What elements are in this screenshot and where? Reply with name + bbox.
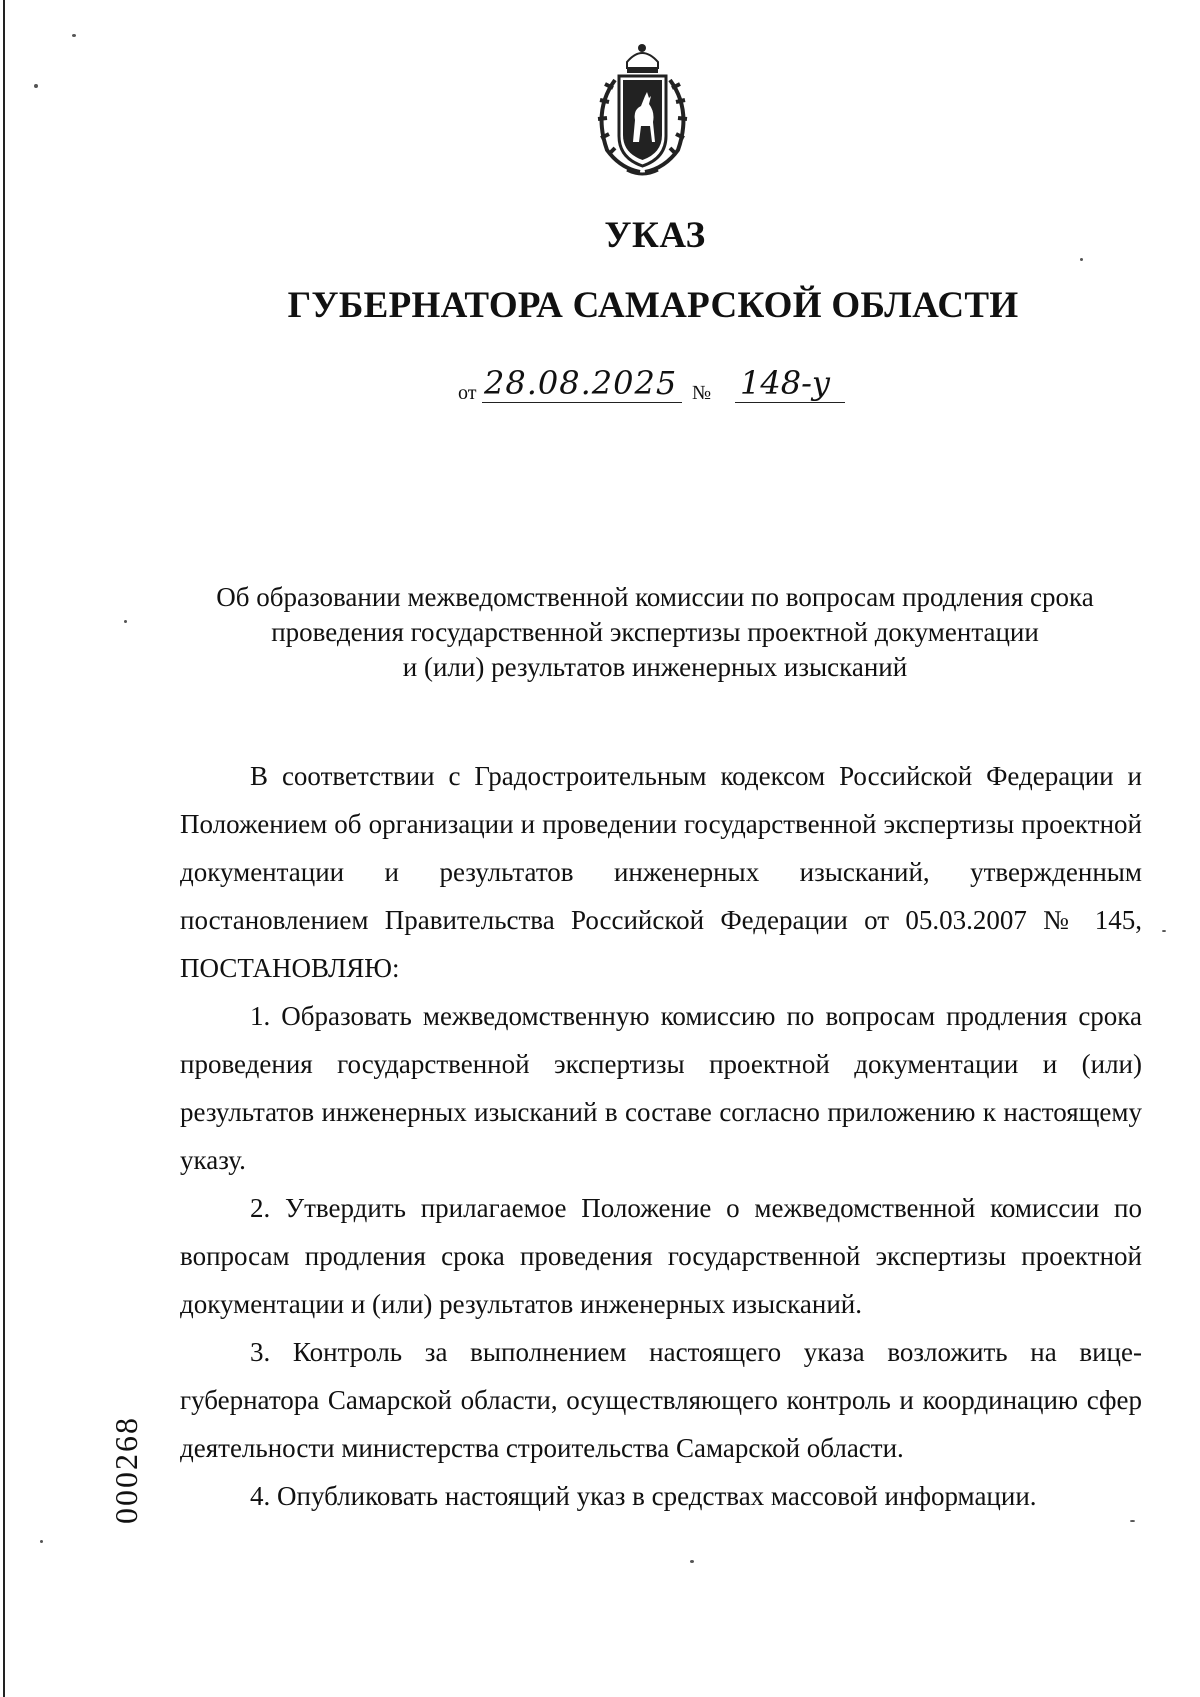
scan-speck [1130,1520,1135,1522]
coat-of-arms-icon [585,40,700,180]
decree-item: 4. Опубликовать настоящий указ в средствах массовой информации. [250,1481,1037,1511]
decree-item: 1. Образовать межведомственную комиссию по вопросам продления срока проведения государственной экспертизы проектной документации и (или) результатов инженерных изысканий в составе согласно приложению к настоящему указу. [180,1001,1142,1175]
document-body [180,752,1142,1520]
handwritten-number: 148-у [740,364,831,402]
scan-speck [1162,930,1166,932]
subject-line: и (или) результатов инженерных изысканий [402,652,908,682]
preamble-paragraph: В соответствии с Градостроительным кодексом Российской Федерации и Положением об организации и проведении государственной экспертизы проектной документации и результатов инженерных изысканий, утвержденным постановлением Правительства Российской Федерации от 05.03.2007 № 145, ПОСТАНОВЛЯЮ: [180,761,1142,983]
subject-line: проведения государственной экспертизы проектной документации [271,617,1039,647]
handwritten-date: 28.08.2025 [484,364,678,402]
document-subject [150,580,1160,685]
date-prefix-label: от [458,382,477,404]
issuing-authority-heading: ГУБЕРНАТОРА САМАРСКОЙ ОБЛАСТИ [287,285,1019,326]
subject-line: Об образовании межведомственной комиссии по вопросам продления срока [216,582,1094,612]
scan-speck [1080,258,1083,261]
serial-number: 000268 [108,1416,144,1524]
scan-speck [72,34,76,37]
scan-speck [40,1540,43,1543]
decree-item: 2. Утвердить прилагаемое Положение о межведомственной комиссии по вопросам продления срока проведения государственной экспертизы проектной документации и (или) результатов инженерных изысканий. [180,1193,1142,1319]
scan-speck [124,620,127,623]
scan-speck [34,84,38,88]
scan-speck [690,1560,694,1563]
number-prefix-label: № [692,382,712,404]
document-type-heading: УКАЗ [604,215,706,256]
decree-item: 3. Контроль за выполнением настоящего указа возложить на вице-губернатора Самарской области, осуществляющего контроль и координацию сфер деятельности министерства строительства Самарской области. [180,1337,1142,1463]
